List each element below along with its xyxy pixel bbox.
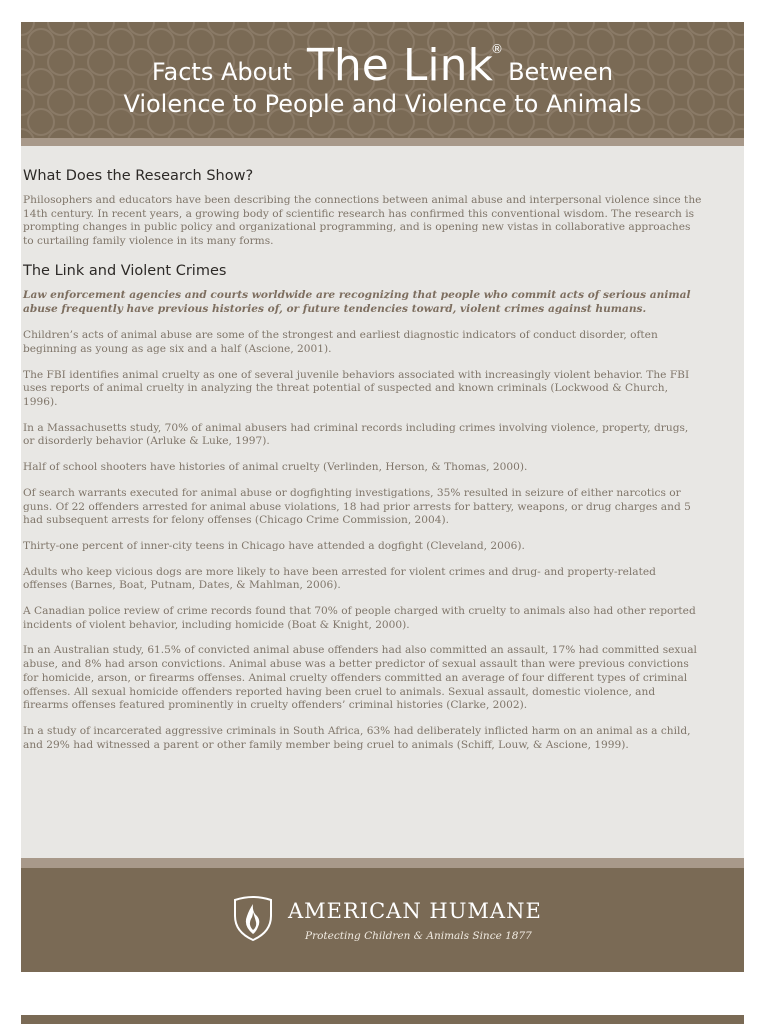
research-heading: What Does the Research Show?	[23, 168, 254, 184]
fact-paragraph: In a Massachusetts study, 70% of animal abusers had criminal records including crimes involving violence, property, drugs, or disorderly behavior (Arluke & Luke, 1997).	[23, 421, 689, 448]
violent-crimes-heading: The Link and Violent Crimes	[23, 262, 227, 279]
title-facts-about: Facts About	[151, 58, 292, 86]
research-paragraph: Philosophers and educators have been describing the connections between animal abuse and interpersonal violence since the 14th century. In recent years, a growing body of scientific research has confirmed this conventional wisdom. The research is prompting changes in public policy and organizational programming, and is opening new vistas in collaborative approaches to curtailing family violence in its many forms.	[23, 194, 702, 248]
brand-name: AMERICAN HUMANE	[288, 899, 542, 923]
header-banner	[21, 22, 744, 138]
fact-paragraph: The FBI identifies animal cruelty as one of several juvenile behaviors associated with increasingly violent behavior. The FBI uses reports of animal cruelty in analyzing the threat potential of suspected and known criminals (Lockwood & Church, 1996).	[23, 368, 690, 409]
footer-divider-band	[21, 858, 744, 868]
fact-paragraph: Adults who keep vicious dogs are more likely to have been arrested for violent crimes and drug- and property-related offenses (Barnes, Boat, Putnam, Dates, & Mahlman, 2006).	[23, 565, 656, 592]
title-between: Between	[508, 58, 614, 86]
title-subtitle: Violence to People and Violence to Animals	[123, 90, 642, 118]
header-divider-band	[21, 138, 744, 146]
main-content	[23, 168, 703, 752]
fact-paragraph: Children’s acts of animal abuse are some of the strongest and earliest diagnostic indicators of conduct disorder, often beginning as young as age six and a half (Ascione, 2001).	[23, 329, 658, 355]
title-the-link-text: The Link	[307, 40, 493, 91]
footer-banner	[21, 868, 744, 972]
fact-paragraph: Of search warrants executed for animal abuse or dogfighting investigations, 35% resulted in seizure of either narcotics or guns. Of 22 offenders arrested for animal abuse violations, 18 had prior arrests for battery, weapons, or drug charges and 5 had subsequent arrests for felony offenses (Chicago Crime Commission, 2004).	[23, 486, 691, 527]
brand-tagline: Protecting Children & Animals Since 1877	[305, 930, 532, 942]
fact-paragraph: In an Australian study, 61.5% of convicted animal abuse offenders had also committed an assault, 17% had committed sexual abuse, and 8% had arson convictions. Animal abuse was a better predictor of sexual assault than were previous convictions for homicide, arson, or firearms offenses. Animal cruelty offenders committed an average of four different types of criminal offenses. All sexual homicide offenders reported having been cruel to animals. Sexual assault, domestic violence, and firearms offenses featured prominently in cruelty offenders’ criminal histories (Clarke, 2002).	[23, 644, 697, 712]
next-page-edge	[21, 1015, 744, 1024]
registered-mark: ®	[490, 42, 503, 56]
fact-paragraph: Half of school shooters have histories of animal cruelty (Verlinden, Herson, & Thomas, 2000).	[23, 461, 528, 474]
title-line-1	[21, 40, 744, 91]
fact-paragraph: A Canadian police review of crime records found that 70% of people charged with cruelty to animals also had other reported incidents of violent behavior, including homicide (Boat & Knight, 2000).	[23, 605, 696, 631]
fact-paragraph: Thirty-one percent of inner-city teens in Chicago have attended a dogfight (Cleveland, 2006).	[23, 539, 525, 552]
title-the-link	[307, 40, 503, 91]
violent-crimes-lead: Law enforcement agencies and courts worldwide are recognizing that people who commit acts of serious animal abuse frequently have previous histories of, or future tendencies toward, violent crimes against humans.	[23, 288, 691, 315]
fact-paragraph: In a study of incarcerated aggressive criminals in South Africa, 63% had deliberately inflicted harm on an animal as a child, and 29% had witnessed a parent or other family member being cruel to animals (Schiff, Louw, & Ascione, 1999).	[23, 724, 691, 751]
flame-shield-icon	[231, 894, 275, 942]
